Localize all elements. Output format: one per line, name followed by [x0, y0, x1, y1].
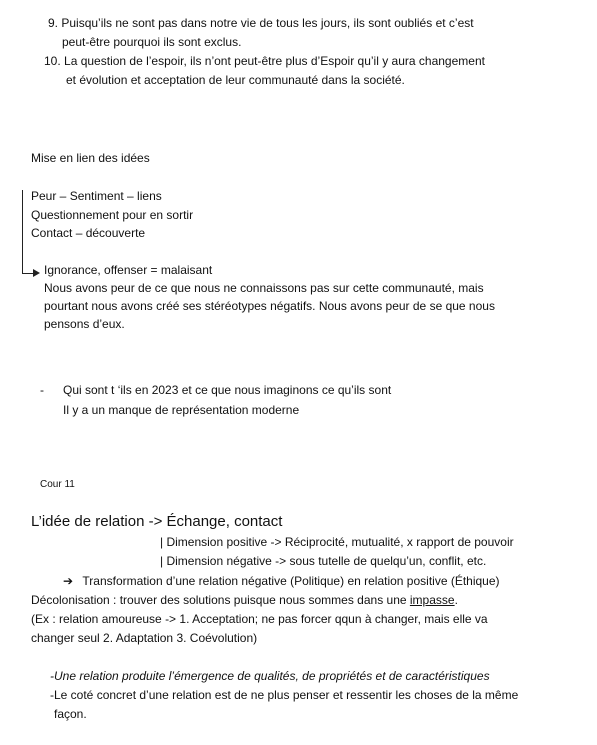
transformation-text: Transformation d’une relation négative (Politique) en relation positive (Éthique) [82, 574, 500, 588]
list-text: Puisqu’ils ne sont pas dans notre vie de tous les jours, ils sont oubliés et c’est [61, 16, 474, 30]
dimension-negative: | Dimension négative -> sous tutelle de quelqu’un, conflit, etc. [160, 554, 487, 568]
link-item: Questionnement pour en sortir [31, 208, 194, 222]
connector-line [22, 190, 23, 273]
closing-line: façon. [54, 707, 87, 721]
list-item-9 [48, 16, 474, 31]
closing-line: -Le coté concret d’une relation est de ne plus penser et ressentir les choses de la même [50, 688, 519, 702]
arrow-icon: ➔ [63, 574, 74, 588]
example-line: (Ex : relation amoureuse -> 1. Acceptation; ne pas forcer qqun à changer, mais elle va [31, 612, 488, 626]
bullet-marker: - [40, 383, 44, 397]
paragraph-line: Nous avons peur de ce que nous ne connaissons pas sur cette communauté, mais [44, 281, 484, 295]
list-number: 10. [44, 54, 61, 68]
bullet-text-continuation: Il y a un manque de représentation moderne [63, 403, 300, 417]
decolonisation-line [31, 593, 458, 608]
closing-line-italic: -Une relation produite l’émergence de qualités, de propriétés et de caractéristiques [50, 669, 490, 683]
list-text: La question de l’espoir, ils n’ont peut-être plus d’Espoir qu’il y aura changement [64, 54, 485, 68]
ignorance-title: Ignorance, offenser = malaisant [44, 263, 213, 277]
list-item-10 [44, 54, 485, 69]
list-number: 9. [48, 16, 59, 30]
heading: L’idée de relation -> Échange, contact [31, 513, 283, 530]
decolonisation-suffix: . [454, 593, 458, 607]
transformation-line [63, 574, 500, 589]
list-item-9-continuation: peut-être pourquoi ils sont exclus. [62, 35, 242, 49]
decolonisation-text: Décolonisation : trouver des solutions puisque nous sommes dans une [31, 593, 410, 607]
paragraph-line: pourtant nous avons créé ses stéréotypes négatifs. Nous avons peur de se que nous [44, 299, 495, 313]
course-label: Cour 11 [40, 479, 75, 490]
link-item: Contact – découverte [31, 226, 146, 240]
list-item-10-continuation: et évolution et acceptation de leur communauté dans la société. [66, 73, 405, 87]
dimension-positive: | Dimension positive -> Réciprocité, mutualité, x rapport de pouvoir [160, 535, 514, 549]
bullet-text: Qui sont t ‘ils en 2023 et ce que nous imaginons ce qu’ils sont [63, 383, 392, 397]
section-title: Mise en lien des idées [31, 151, 150, 165]
arrow-right-icon [33, 269, 40, 277]
example-line: changer seul 2. Adaptation 3. Coévolution) [31, 631, 258, 645]
underlined-word: impasse [409, 593, 455, 607]
link-item: Peur – Sentiment – liens [31, 189, 162, 203]
paragraph-line: pensons d’eux. [44, 317, 125, 331]
